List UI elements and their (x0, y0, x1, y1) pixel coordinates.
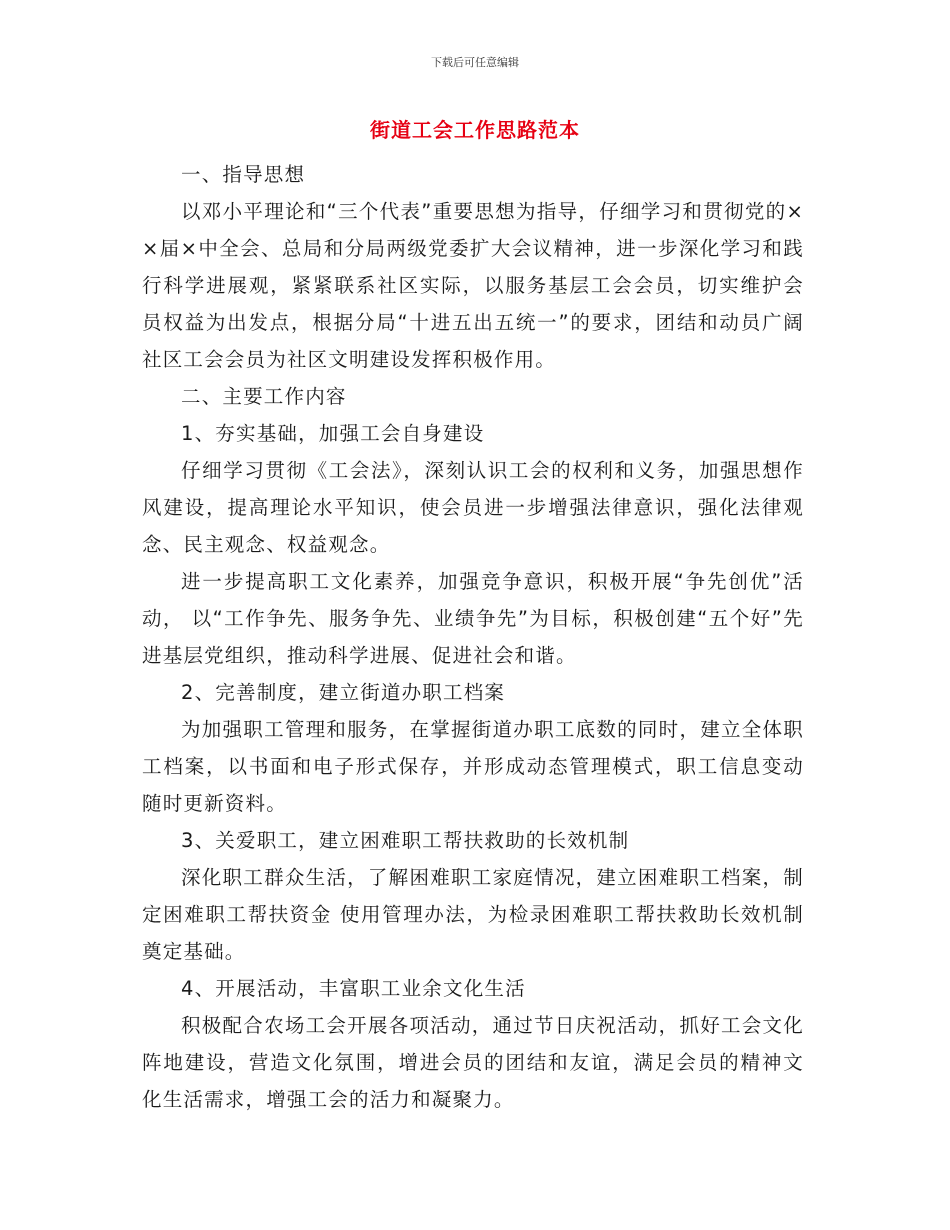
section-heading-guiding-ideology: 一、指导思想 (181, 163, 306, 186)
paragraph-item-2: 为加强职工管理和服务，在掌握街道办职工底数的同时，建立全体职工档案，以书面和电子形式保存，并形成动态管理模式，职工信息变动随时更新资料。 (142, 718, 804, 815)
paragraph-guiding-ideology: 以邓小平理论和“三个代表”重要思想为指导，仔细学习和贯彻党的××届×中全会、总局和分局两级党委扩大会议精神，进一步深化学习和践行科学进展观，紧紧联系社区实际，以服务基层工会会员，切实维护会员权益为出发点，根据分局“十进五出五统一”的要求，团结和动员广阔社区工会会员为社区文明建设发挥积极作用。 (142, 200, 804, 371)
item-heading-1: 1、夯实基础，加强工会自身建设 (181, 422, 485, 445)
paragraph-item-4: 积极配合农场工会开展各项活动，通过节日庆祝活动，抓好工会文化阵地建设，营造文化氛围，增进会员的团结和友谊，满足会员的精神文化生活需求，增强工会的活力和凝聚力。 (142, 1014, 804, 1111)
paragraph-item-1-a: 仔细学习贯彻《工会法》，深刻认识工会的权利和义务，加强思想作风建设，提高理论水平知识，使会员进一步增强法律意识，强化法律观念、民主观念、权益观念。 (142, 459, 804, 556)
header-note: 下载后可任意编辑 (431, 56, 519, 69)
item-heading-4: 4、开展活动，丰富职工业余文化生活 (181, 977, 526, 1000)
document-body (142, 156, 804, 1118)
item-heading-2: 2、完善制度，建立街道办职工档案 (181, 681, 506, 704)
section-heading-main-work: 二、主要工作内容 (181, 385, 347, 408)
paragraph-item-1-b: 进一步提高职工文化素养，加强竞争意识，积极开展“争先创优”活动， 以“工作争先、服务争先、业绩争先”为目标，积极创建“五个好”先进基层党组织，推动科学进展、促进社会和谐。 (142, 570, 804, 667)
document-title: 街道工会工作思路范本 (370, 118, 580, 142)
item-heading-3: 3、关爱职工，建立困难职工帮扶救助的长效机制 (181, 829, 630, 852)
paragraph-item-3: 深化职工群众生活，了解困难职工家庭情况，建立困难职工档案，制定困难职工帮扶资金 使用管理办法，为检录困难职工帮扶救助长效机制奠定基础。 (142, 866, 804, 963)
